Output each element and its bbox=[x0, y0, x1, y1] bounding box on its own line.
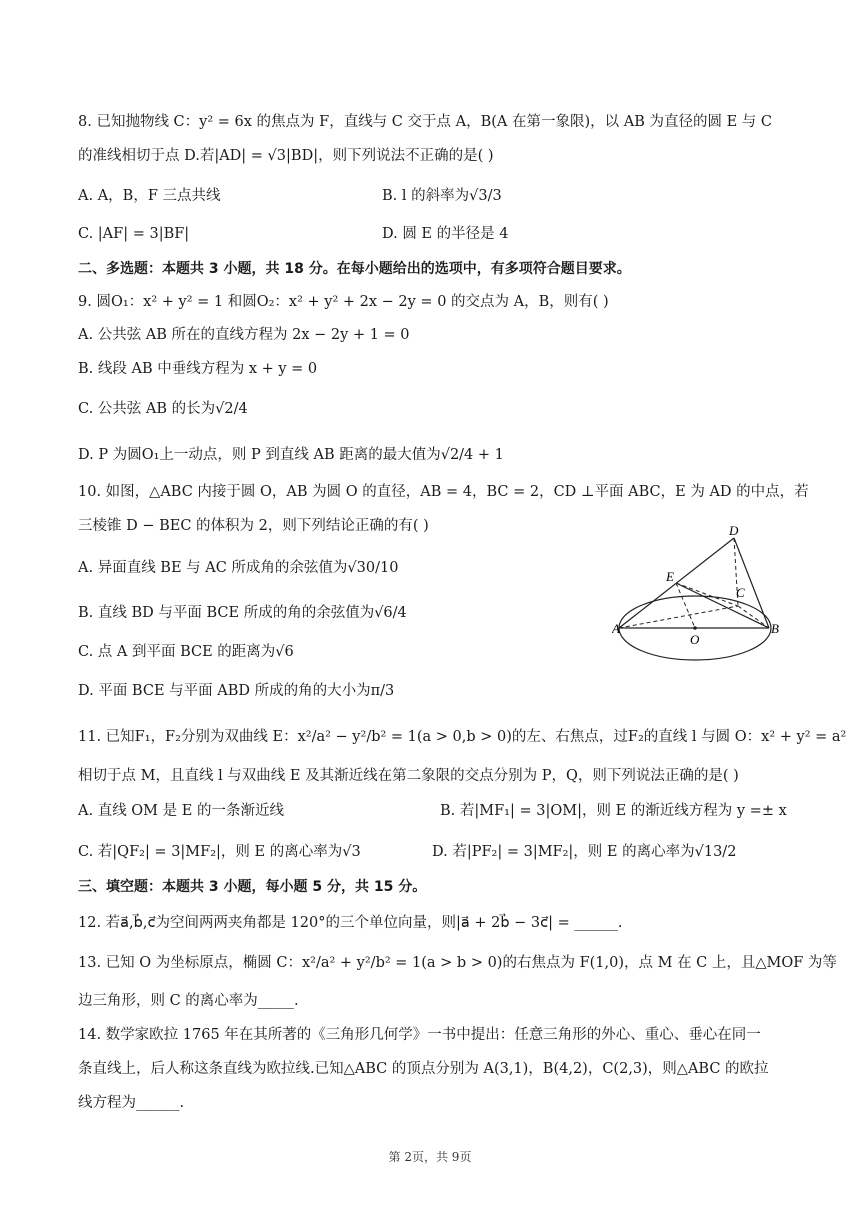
q9-option-a: A. 公共弦 AB 所在的直线方程为 2x − 2y + 1 = 0 bbox=[78, 327, 410, 343]
q10-option-d: D. 平面 BCE 与平面 ABD 所成的角的大小为π/3 bbox=[78, 683, 395, 699]
label-o: O bbox=[690, 632, 700, 647]
segment-ac bbox=[619, 606, 738, 628]
q11-stem-line1: 11. 已知F₁，F₂分别为双曲线 E：x²/a² − y²/b² = 1(a > 0,b > 0)的左、右焦点，过F₂的直线 l 与圆 O：x² + y² = a² bbox=[78, 729, 847, 745]
section-heading-fill-in: 三、填空题：本题共 3 小题，每小题 5 分，共 15 分。 bbox=[78, 879, 427, 895]
q9-option-d: D. P 为圆O₁上一动点，则 P 到直线 AB 距离的最大值为√2/4 + 1 bbox=[78, 447, 504, 463]
label-b: B bbox=[771, 621, 779, 636]
label-e: E bbox=[666, 569, 674, 584]
label-d: D bbox=[729, 523, 739, 538]
q11-option-b: B. 若|MF₁| = 3|OM|，则 E 的渐近线方程为 y =± x bbox=[440, 803, 787, 819]
section-heading-multiple-choice: 二、多选题：本题共 3 小题，共 18 分。在每小题给出的选项中，有多项符合题目要求。 bbox=[78, 261, 631, 277]
q14-stem-line1: 14. 数学家欧拉 1765 年在其所著的《三角形几何学》一书中提出：任意三角形的外心、重心、垂心在同一 bbox=[78, 1027, 761, 1043]
q8-stem-line2: 的准线相切于点 D.若|AD| = √3|BD|，则下列说法不正确的是( ) bbox=[78, 148, 494, 164]
q11-option-d: D. 若|PF₂| = 3|MF₂|，则 E 的离心率为√13/2 bbox=[432, 844, 737, 860]
q9-stem: 9. 圆O₁：x² + y² = 1 和圆O₂：x² + y² + 2x − 2y = 0 的交点为 A，B，则有( ) bbox=[78, 294, 609, 310]
q8-option-d: D. 圆 E 的半径是 4 bbox=[382, 226, 509, 242]
q10-geometry-figure bbox=[612, 522, 784, 670]
label-a: A bbox=[612, 621, 620, 636]
q11-option-a: A. 直线 OM 是 E 的一条渐近线 bbox=[78, 803, 284, 819]
q11-option-c: C. 若|QF₂| = 3|MF₂|，则 E 的离心率为√3 bbox=[78, 844, 361, 860]
q10-stem-line2: 三棱锥 D − BEC 的体积为 2，则下列结论正确的有( ) bbox=[78, 518, 429, 534]
point-o bbox=[693, 626, 697, 630]
segment-db bbox=[734, 538, 769, 628]
label-c: C bbox=[736, 585, 745, 600]
segment-eo bbox=[676, 583, 695, 628]
q9-option-c: C. 公共弦 AB 的长为√2/4 bbox=[78, 401, 248, 417]
q8-option-b: B. l 的斜率为√3/3 bbox=[382, 188, 502, 204]
q13-stem-line1: 13. 已知 O 为坐标原点，椭圆 C：x²/a² + y²/b² = 1(a > b > 0)的右焦点为 F(1,0)，点 M 在 C 上，且△MOF 为等 bbox=[78, 955, 837, 971]
q9-option-b: B. 线段 AB 中垂线方程为 x + y = 0 bbox=[78, 361, 318, 377]
q10-stem-line1: 10. 如图，△ABC 内接于圆 O，AB 为圆 O 的直径，AB = 4，BC = 2，CD ⊥平面 ABC，E 为 AD 的中点，若 bbox=[78, 484, 809, 500]
q14-stem-line3: 线方程为______. bbox=[78, 1095, 185, 1111]
segment-eb bbox=[676, 583, 769, 628]
q12-stem: 12. 若a⃗,b⃗,c⃗为空间两两夹角都是 120°的三个单位向量，则|a⃗ + 2b⃗ − 3c⃗| = ______. bbox=[78, 915, 623, 931]
page-footer: 第 2页，共 9页 bbox=[388, 1150, 472, 1164]
q10-option-a: A. 异面直线 BE 与 AC 所成角的余弦值为√30/10 bbox=[78, 560, 399, 576]
q8-option-c: C. |AF| = 3|BF| bbox=[78, 226, 190, 242]
segment-ec bbox=[676, 583, 738, 606]
q8-option-a: A. A，B，F 三点共线 bbox=[78, 188, 221, 204]
q8-stem-line1: 8. 已知抛物线 C：y² = 6x 的焦点为 F，直线与 C 交于点 A，B(A 在第一象限)，以 AB 为直径的圆 E 与 C bbox=[78, 114, 772, 130]
q10-option-c: C. 点 A 到平面 BCE 的距离为√6 bbox=[78, 644, 294, 660]
q14-stem-line2: 条直线上，后人称这条直线为欧拉线.已知△ABC 的顶点分别为 A(3,1)，B(4,2)，C(2,3)，则△ABC 的欧拉 bbox=[78, 1061, 769, 1077]
q13-stem-line2: 边三角形，则 C 的离心率为_____. bbox=[78, 993, 299, 1009]
q10-option-b: B. 直线 BD 与平面 BCE 所成的角的余弦值为√6/4 bbox=[78, 605, 407, 621]
q11-stem-line2: 相切于点 M，且直线 l 与双曲线 E 及其渐近线在第二象限的交点分别为 P，Q，则下列说法正确的是( ) bbox=[78, 768, 739, 784]
